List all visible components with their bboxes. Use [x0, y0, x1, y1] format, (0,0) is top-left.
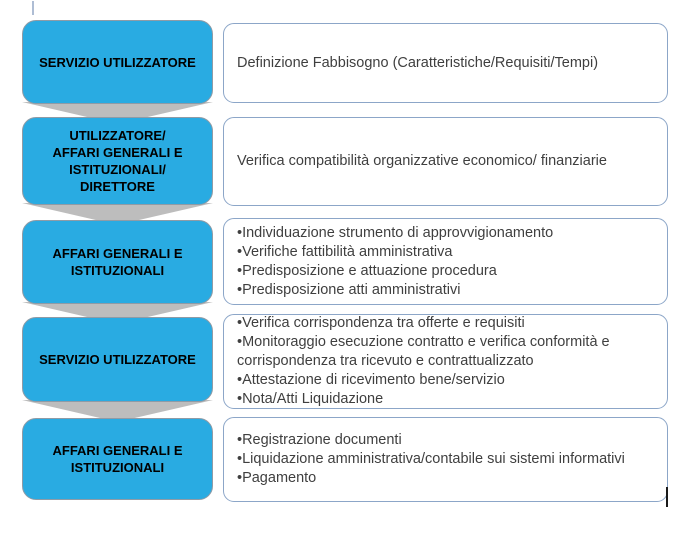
process-step-bullet: •Verifiche fattibilità amministrativa	[237, 243, 453, 260]
process-step-bullet: •Predisposizione e attuazione procedura	[237, 262, 497, 279]
process-text: Definizione Fabbisogno (Caratteristiche/Requisiti/Tempi)	[237, 54, 599, 71]
stray-mark	[32, 1, 34, 15]
process-step-bullet: •Verifica corrispondenza tra offerte e requisiti	[237, 315, 525, 331]
process-bullet-list	[237, 431, 657, 488]
process-box-procedura	[223, 218, 668, 305]
process-box-liquidazione-pagamento	[223, 417, 668, 502]
process-step-bullet: •Liquidazione amministrativa/contabile sui sistemi informativi	[237, 451, 625, 467]
process-step-bullet: •Predisposizione atti amministrativi	[237, 281, 461, 298]
text-cursor-mark	[666, 487, 668, 507]
actor-label: SERVIZIO UTILIZZATORE	[39, 54, 196, 70]
process-box-definizione-fabbisogno	[223, 23, 668, 103]
process-bullet-list	[237, 224, 657, 300]
process-step-bullet: •Registrazione documenti	[237, 432, 402, 448]
process-bullet-list	[237, 314, 657, 409]
actor-label: SERVIZIO UTILIZZATORE	[39, 352, 196, 367]
actor-box-servizio-utilizzatore-1	[22, 20, 213, 104]
process-step-bullet: •Attestazione di ricevimento bene/servizio	[237, 372, 505, 388]
process-box-verifica-compatibilita	[223, 117, 668, 206]
process-step-bullet: •Nota/Atti Liquidazione	[237, 391, 384, 407]
actor-label: UTILIZZATORE/ AFFARI GENERALI E ISTITUZIONALI/ DIRETTORE	[52, 128, 183, 194]
actor-box-servizio-utilizzatore-2	[22, 317, 213, 402]
actor-box-utilizzatore-affari-generali-direttore	[22, 117, 213, 205]
process-step-bullet: •Pagamento	[237, 470, 317, 486]
process-box-verifica-esecuzione	[223, 314, 668, 409]
process-step-bullet: •Individuazione strumento di approvvigionamento	[237, 224, 554, 241]
actor-label: AFFARI GENERALI E ISTITUZIONALI	[52, 443, 183, 475]
actor-label: AFFARI GENERALI E ISTITUZIONALI	[52, 246, 183, 278]
process-step-bullet: •Monitoraggio esecuzione contratto e verifica conformità e corrispondenza tra ricevuto e contrattualizzato	[237, 334, 610, 369]
actor-box-affari-generali-1	[22, 220, 213, 304]
process-text: Verifica compatibilità organizzative economico/ finanziarie	[237, 153, 607, 169]
actor-box-affari-generali-2	[22, 418, 213, 500]
